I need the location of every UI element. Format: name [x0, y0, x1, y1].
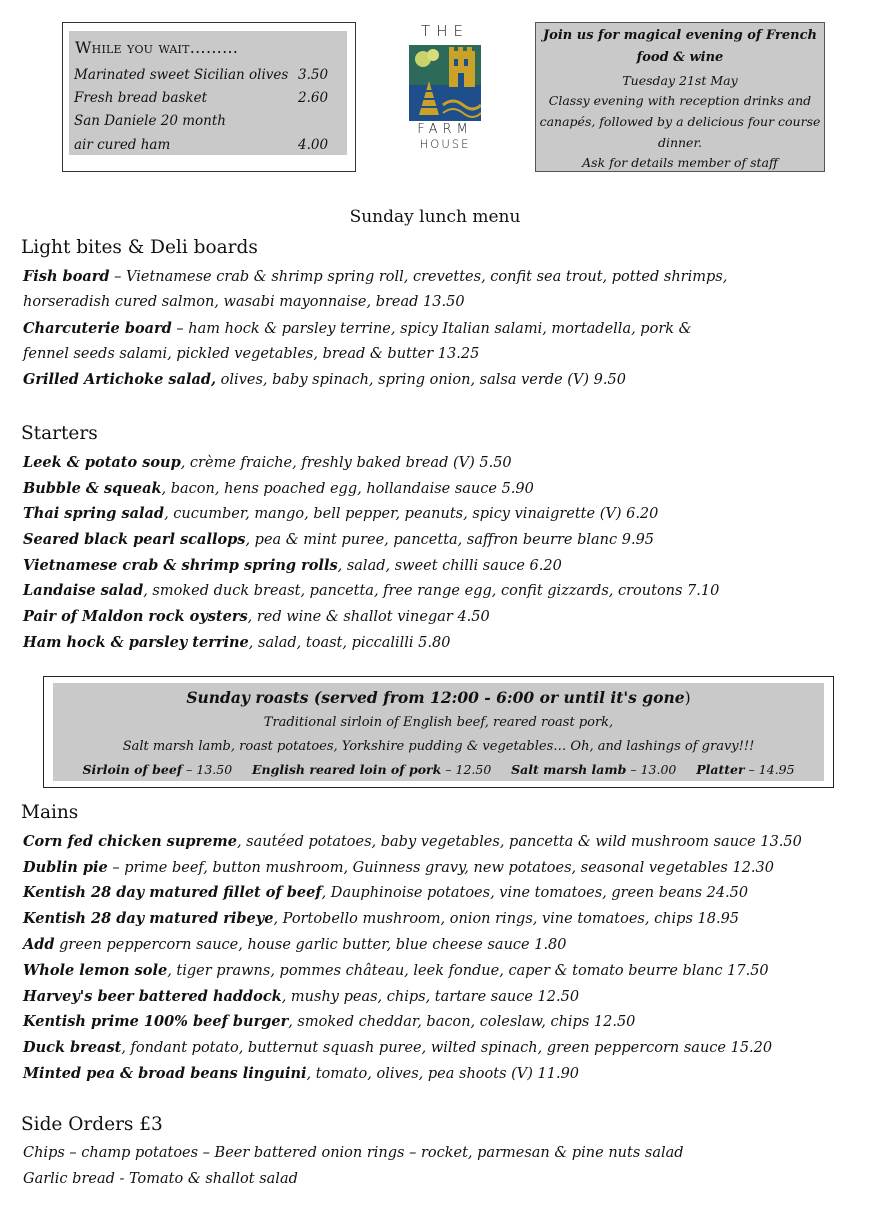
menu-item — [23, 531, 654, 548]
menu-item-desc: , bacon, hens poached egg, hollandaise sauce 5.90 — [161, 481, 534, 497]
event-announcement — [535, 22, 825, 172]
menu-item — [23, 833, 802, 850]
menu-item-name: Seared black pearl scallops — [23, 531, 246, 548]
menu-item-name: Ham hock & parsley terrine — [23, 634, 249, 651]
menu-item-name: Duck breast — [23, 1039, 122, 1056]
menu-item-desc: , fondant potato, butternut squash puree, wilted spinach, green peppercorn sauce 15.20 — [121, 1040, 773, 1056]
menu-item — [23, 346, 479, 362]
menu-item — [23, 859, 774, 876]
event-desc-1: Classy evening with reception drinks and — [548, 93, 812, 108]
menu-item-desc: – ham hock & parsley terrine, spicy Italian salami, mortadella, pork & — [171, 321, 692, 337]
menu-item-desc: green peppercorn sauce, house garlic butter, blue cheese sauce 1.80 — [54, 937, 567, 953]
menu-item — [23, 294, 465, 310]
menu-item — [23, 320, 692, 337]
roast-name: Sirloin of beef — [82, 762, 183, 777]
menu-item-name: Corn fed chicken supreme — [23, 833, 237, 850]
section-heading-mains: Mains — [21, 802, 79, 823]
wait-item-name: air cured ham — [74, 137, 171, 153]
wait-item-name: Marinated sweet Sicilian olives — [74, 67, 289, 83]
menu-item-desc: , sautéed potatoes, baby vegetables, pancetta & wild mushroom sauce 13.50 — [236, 834, 802, 850]
menu-item — [23, 268, 727, 285]
menu-item-name: Grilled Artichoke salad, — [23, 371, 217, 388]
menu-item-name: Add — [23, 936, 55, 953]
menu-item — [23, 884, 748, 901]
menu-item-desc: , salad, sweet chilli sauce 6.20 — [337, 558, 562, 574]
menu-item — [23, 608, 490, 625]
menu-item — [23, 962, 769, 979]
menu-item-desc: , tiger prawns, pommes château, leek fondue, caper & tomato beurre blanc 17.50 — [167, 963, 769, 979]
menu-item-desc: , Portobello mushroom, onion rings, vine tomatoes, chips 18.95 — [273, 911, 740, 927]
menu-item-desc: , mushy peas, chips, tartare sauce 12.50 — [281, 989, 580, 1005]
roast-price: – 14.95 — [744, 762, 795, 777]
menu-item — [23, 910, 739, 927]
menu-item-desc: fennel seeds salami, pickled vegetables, bread & butter 13.25 — [23, 346, 480, 362]
menu-item — [23, 634, 450, 651]
menu-item-name: Kentish prime 100% beef burger — [23, 1013, 289, 1030]
menu-item — [23, 557, 562, 574]
roasts-line-2: Salt marsh lamb, roast potatoes, Yorkshire pudding & vegetables… Oh, and lashings of gravy!!! — [122, 739, 755, 754]
wait-item-name: Fresh bread basket — [74, 90, 208, 106]
menu-item — [23, 1065, 579, 1082]
wait-item — [74, 137, 336, 153]
menu-item-desc: – Vietnamese crab & shrimp spring roll, crevettes, confit sea trout, potted shrimps, — [109, 269, 728, 285]
event-desc-2: canapés, followed by a delicious four course — [539, 114, 821, 129]
menu-item-name: Whole lemon sole — [23, 962, 168, 979]
menu-item — [23, 1013, 635, 1030]
menu-item — [23, 988, 579, 1005]
side-line: Chips – champ potatoes – Beer battered onion rings – rocket, parmesan & pine nuts salad — [23, 1145, 684, 1161]
menu-item-desc: , red wine & shallot vinegar 4.50 — [247, 609, 490, 625]
menu-item-desc: , Dauphinoise potatoes, vine tomatoes, green beans 24.50 — [321, 885, 749, 901]
roasts-line-1: Traditional sirloin of English beef, reared roast pork, — [263, 715, 614, 730]
wait-item-name: San Daniele 20 month — [74, 113, 226, 129]
menu-item-desc: – prime beef, button mushroom, Guinness gravy, new potatoes, seasonal vegetables 12.30 — [107, 860, 774, 876]
menu-item-desc: , tomato, olives, pea shoots (V) 11.90 — [306, 1066, 580, 1082]
wait-item — [74, 67, 336, 83]
menu-item-name: Minted pea & broad beans linguini — [23, 1065, 307, 1082]
wait-item — [74, 113, 336, 129]
roast-name: Salt marsh lamb — [511, 762, 627, 777]
menu-item — [23, 1039, 772, 1056]
menu-item — [23, 582, 719, 599]
menu-item-desc: , pea & mint puree, pancetta, saffron beurre blanc 9.95 — [245, 532, 655, 548]
menu-item-name: Harvey's beer battered haddock — [23, 988, 282, 1005]
wait-item-price: 3.50 — [298, 67, 329, 83]
logo-text-house: HOUSE — [419, 137, 471, 151]
roast-name: Platter — [696, 762, 745, 777]
section-heading-sides: Side Orders £3 — [21, 1114, 163, 1135]
menu-item-name: Charcuterie board — [23, 320, 172, 337]
roasts-title-tail: ) — [684, 689, 691, 707]
roast-price: – 13.00 — [626, 762, 677, 777]
roasts-prices — [43, 762, 834, 777]
menu-item-desc: , smoked duck breast, pancetta, free range egg, confit gizzards, croutons 7.10 — [143, 583, 720, 599]
menu-item-desc: , crème fraiche, freshly baked bread (V) 5.50 — [180, 455, 512, 471]
menu-item — [23, 454, 512, 471]
event-desc-3: dinner. — [657, 135, 703, 150]
event-contact: Ask for details member of staff — [582, 155, 778, 170]
menu-item-desc: , cucumber, mango, bell pepper, peanuts, spicy vinaigrette (V) 6.20 — [164, 506, 659, 522]
logo-text-farm: FARM — [417, 122, 473, 137]
menu-item-name: Leek & potato soup — [23, 454, 181, 471]
menu-item-name: Dublin pie — [23, 859, 108, 876]
section-heading-starters: Starters — [21, 423, 98, 444]
menu-item-desc: , salad, toast, piccalilli 5.80 — [248, 635, 451, 651]
menu-item-name: Kentish 28 day matured fillet of beef — [23, 884, 322, 901]
wait-item-price: 4.00 — [298, 137, 329, 153]
farmhouse-logo — [407, 22, 483, 150]
logo-text-the: THE — [421, 22, 469, 40]
event-date: Tuesday 21st May — [622, 73, 738, 88]
section-heading-light-bites: Light bites & Deli boards — [21, 237, 258, 258]
event-headline-2: food & wine — [636, 50, 724, 65]
menu-item-name: Pair of Maldon rock oysters — [23, 608, 248, 625]
side-line: Garlic bread - Tomato & shallot salad — [23, 1171, 298, 1187]
menu-item — [23, 936, 567, 953]
menu-item-desc: , smoked cheddar, bacon, coleslaw, chips 12.50 — [288, 1014, 636, 1030]
menu-item-desc: olives, baby spinach, spring onion, salsa verde (V) 9.50 — [216, 372, 626, 388]
farmhouse-logo-icon — [409, 45, 481, 121]
event-headline: Join us for magical evening of French — [543, 28, 817, 43]
menu-item-name: Landaise salad — [23, 582, 144, 599]
page-title: Sunday lunch menu — [349, 207, 521, 227]
menu-item-name: Bubble & squeak — [23, 480, 162, 497]
menu-item — [23, 505, 658, 522]
roast-name: English reared loin of pork — [252, 762, 442, 777]
while-you-wait-title: While you wait……… — [75, 38, 239, 57]
menu-item-name: Kentish 28 day matured ribeye — [23, 910, 274, 927]
roast-price: – 12.50 — [441, 762, 492, 777]
roast-price: – 13.50 — [182, 762, 233, 777]
menu-item-desc: horseradish cured salmon, wasabi mayonnaise, bread 13.50 — [23, 294, 465, 310]
roasts-title — [43, 688, 834, 707]
wait-item — [74, 90, 336, 106]
menu-item-name: Fish board — [23, 268, 110, 285]
menu-item — [23, 480, 534, 497]
roasts-title-bold: Sunday roasts (served from 12:00 - 6:00 or until it's gone — [186, 688, 685, 707]
menu-item-name: Thai spring salad — [23, 505, 165, 522]
wait-item-price: 2.60 — [298, 90, 329, 106]
menu-item-name: Vietnamese crab & shrimp spring rolls — [23, 557, 338, 574]
menu-item — [23, 371, 626, 388]
